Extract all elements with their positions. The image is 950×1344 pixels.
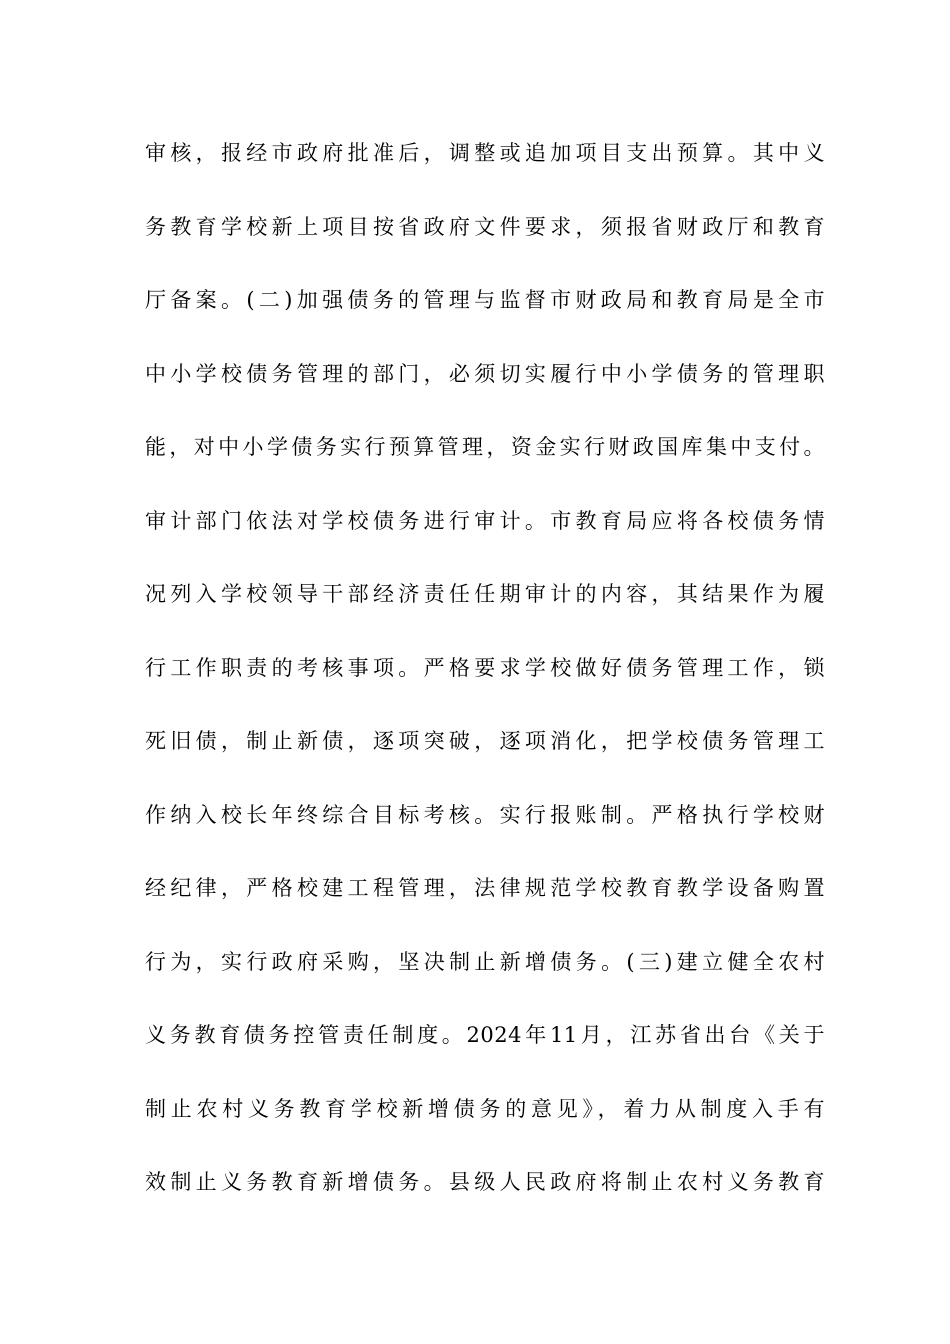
text-line: 况列入学校领导干部经济责任任期审计的内容，其结果作为履	[145, 582, 825, 606]
text-line: 务教育学校新上项目按省政府文件要求，须报省财政厅和教育	[145, 214, 825, 239]
text-line: 死旧债，制止新债，逐项突破，逐项消化，把学校债务管理工	[145, 729, 825, 753]
text-line: 制止农村义务教育学校新增债务的意见》，着力从制度入手有	[145, 1096, 825, 1121]
text-line: 行工作职责的考核事项。严格要求学校做好债务管理工作，锁	[145, 655, 825, 680]
text-line: 经纪律，严格校建工程管理，法律规范学校教育教学设备购置	[145, 876, 825, 900]
text-line: 审核，报经市政府批准后，调整或追加项目支出预算。其中义	[145, 141, 825, 165]
text-line: 行为，实行政府采购，坚决制止新增债务。(三)建立健全农村	[145, 949, 825, 974]
text-line: 作纳入校长年终综合目标考核。实行报账制。严格执行学校财	[145, 802, 825, 827]
body-text	[145, 130, 825, 1233]
text-line: 能，对中小学债务实行预算管理，资金实行财政国库集中支付。	[145, 435, 825, 459]
text-line: 厅备案。(二)加强债务的管理与监督市财政局和教育局是全市	[145, 288, 825, 312]
text-line: 中小学校债务管理的部门，必须切实履行中小学债务的管理职	[145, 361, 825, 386]
text-line: 效制止义务教育新增债务。县级人民政府将制止农村义务教育	[145, 1170, 825, 1194]
text-line: 审计部门依法对学校债务进行审计。市教育局应将各校债务情	[145, 508, 825, 533]
text-line: 义务教育债务控管责任制度。2024年11月，江苏省出台《关于	[145, 1023, 825, 1047]
